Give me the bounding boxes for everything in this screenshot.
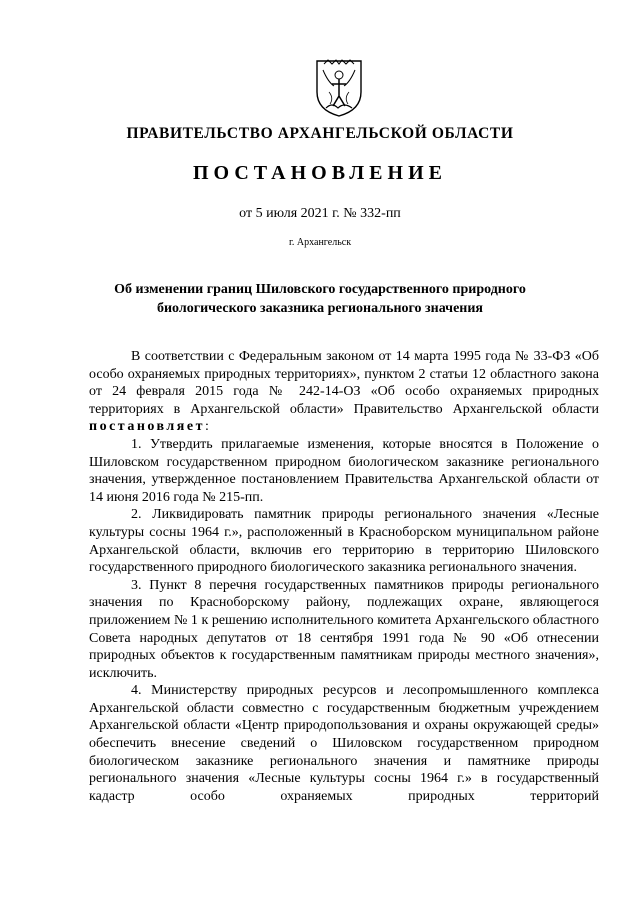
- government-name: ПРАВИТЕЛЬСТВО АРХАНГЕЛЬСКОЙ ОБЛАСТИ: [126, 125, 514, 142]
- paragraph-item-3: 3. Пункт 8 перечня государственных памятников природы регионального значения по Красноборскому району, подлежащих охране, являющегося приложением № 1 к решению исполнительного комитета Архангельского областного Совета народных депутатов от 18 сентября 1991 года № 90 «Об отнесении природных объектов к государственным памятникам природы местного значения», исключить.: [89, 577, 599, 681]
- intro-paragraph: [89, 348, 599, 436]
- date-and-number: от 5 июля 2021 г. № 332-пп: [239, 206, 401, 221]
- document-type: ПОСТАНОВЛЕНИЕ: [193, 162, 447, 184]
- paragraph-item-2: 2. Ликвидировать памятник природы регионального значения «Лесные культуры сосны 1964 г.», расположенный в Красноборском муниципальном районе Архангельской области, включив его территорию в территорию Шиловского государственного природного биологического заказника регионального значения.: [89, 507, 599, 576]
- paragraph-item-4: 4. Министерству природных ресурсов и лесопромышленного комплекса Архангельской области совместно с государственным бюджетным учреждением Архангельской области «Центр природопользования и охраны окружающей среды» обеспечить внесение сведений о Шиловском государственном природном биологическом заказнике регионального значения и памятнике природы регионального значения «Лесные культуры сосны 1964 г.» в государственный кадастр особо охраняемых природных территорий: [89, 683, 599, 804]
- resolves-word: постановляет: [89, 419, 205, 435]
- document-subject: [0, 280, 640, 318]
- intro-text: В соответствии с Федеральным законом от 14 марта 1995 года № 33-ФЗ «Об особо охраняемых природных территориях», пунктом 2 статьи 12 областного закона от 24 февраля 2015 года № 242-14-ОЗ «Об особо охраняемых природных территориях в Архангельской области» Правительство Архангельской области: [89, 349, 599, 417]
- city-name: г. Архангельск: [288, 237, 352, 248]
- subject-line-2: биологического заказника регионального значения: [156, 301, 484, 316]
- subject-line-1: Об изменении границ Шиловского государственного природного: [114, 282, 526, 297]
- coat-of-arms-emblem: [314, 58, 364, 118]
- resolves-colon: :: [204, 419, 209, 435]
- paragraph-item-1: 1. Утвердить прилагаемые изменения, которые вносятся в Положение о Шиловском государственном природном биологическом заказнике регионального значения, утвержденное постановлением Правительства Архангельской области от 14 июня 2016 года № 215-пп.: [89, 436, 599, 505]
- document-body: [89, 348, 599, 805]
